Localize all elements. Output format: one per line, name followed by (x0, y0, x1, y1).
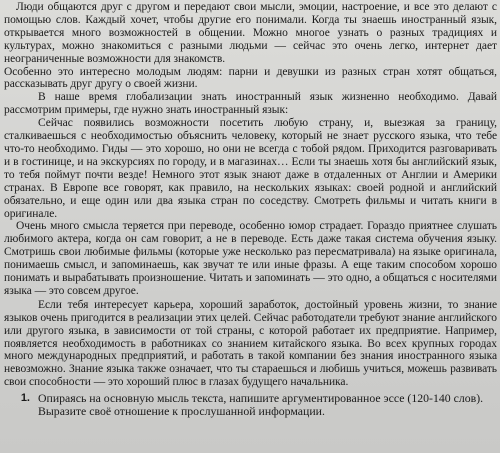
paragraph-youth: Особенно это интересно молодым людям: парни и девушки из разных стран хотят общаться, рассказывать друг другу о своей жизни. (4, 65, 497, 91)
paragraph-intro: Люди общаются друг с другом и передают свои мысли, эмоции, настроение, и все это делают с помощью слов. Каждый хочет, чтобы другие его понимали. Когда ты знаешь иностранный язык, открывается много возможностей в общении. Можно многое узнать о разных традициях и культурах, можно знакомиться с разными людьми — сейчас это очень легко, интернет дает неограниченные возможности для знакомств. (4, 1, 497, 65)
paragraph-travel: Сейчас появились возможности посетить любую страну, и, выезжая за границу, сталкиваешься с необходимостью объяснить человеку, который не знает русского языка, что тебе что-то необходимо. Гиды — это хорошо, но они не всегда с тобой рядом. Приходится разговаривать и в гостинице, и на экскурсиях по городу, и в магазинах… Если ты знаешь хотя бы английский язык, то тебя поймут почти везде! Немного этот язык знают даже в отдаленных от Англии и Америки странах. В Европе все говорят, как правило, на нескольких языках: своей родной и английский обязательно, и еще один или два языка стран по соседству. Смотреть фильмы и читать книги в оригинале. (4, 117, 497, 220)
paragraph-films: Очень много смысла теряется при переводе, особенно юмор страдает. Гораздо приятнее слушать любимого актера, когда он сам говорит, а не в переводе. Есть даже такая система обучения языку. Смотришь свои любимые фильмы (которые уже несколько раз пересматривала) на языке оригинала, понимаешь смысл, и запоминаешь, как звучат те или иные фразы. А еще таким способом хорошо понимать и вырабатывать произношение. Читать и запоминать — это одно, а общаться с носителями языка — это совсем другое. (4, 220, 497, 297)
paragraph-globalization: В наше время глобализации знать иностранный язык жизненно необходимо. Давай рассмотрим примеры, где нужно знать иностранный язык: (4, 91, 497, 117)
task-text: Опираясь на основную мысль текста, напишите аргументированное эссе (120-140 слов). Выразите своё отношение к прослушанной информации. (38, 391, 484, 419)
task-number: 1. (20, 392, 30, 405)
paragraph-career: Если тебя интересует карьера, хороший заработок, достойный уровень жизни, то знание языков очень пригодится в реализации этих целей. Сейчас работодатели требуют знание английского или другого языка, в зависимости от той страны, с которой работает их предприятие. Например, появляется необходимость в работниках со знанием китайского языка. Во всех крупных городах много международных предприятий, и работать в такой компании без знания иностранного языка невозможно. Знание языка также означает, что ты стараешься и любишь учиться, можешь развивать свои способности — это хороший плюс в глазах будущего начальника. (4, 298, 497, 389)
essay-task (4, 392, 497, 418)
